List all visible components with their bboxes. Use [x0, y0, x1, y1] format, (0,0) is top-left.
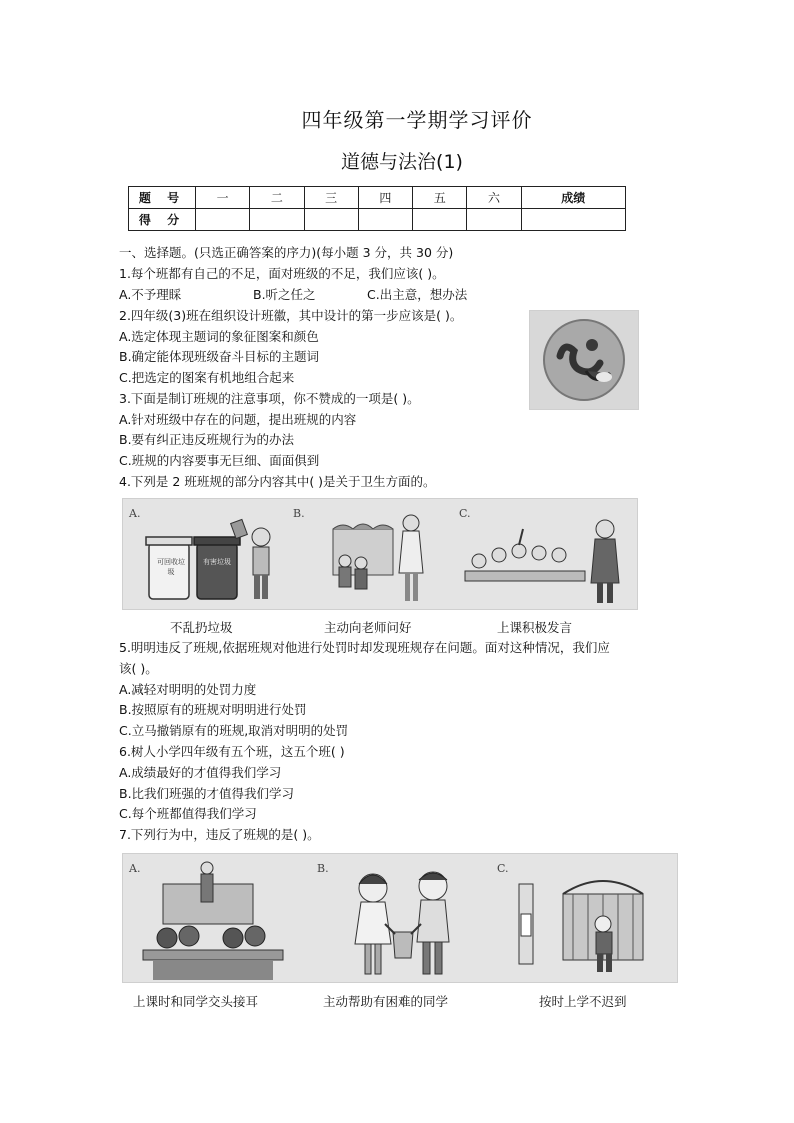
- question-2-stem: 2.四年级(3)班在组织设计班徽，其中设计的第一步应该是( )。: [119, 308, 463, 323]
- score-col-6: 六: [467, 187, 521, 209]
- question-1-option-a: A.不予理睬: [119, 287, 182, 302]
- question-5-option-c: C.立马撤销原有的班规,取消对明明的处罚: [119, 723, 349, 738]
- question-1-option-c: C.出主意，想办法: [367, 287, 468, 302]
- panel-label-c: C.: [497, 862, 509, 875]
- question-4-caption-a: 不乱扔垃圾: [170, 620, 233, 635]
- score-table-row-score: [129, 209, 626, 231]
- score-cell[interactable]: [196, 209, 250, 231]
- score-cell[interactable]: [413, 209, 467, 231]
- question-3-option-a: A.针对班级中存在的问题，提出班规的内容: [119, 412, 357, 427]
- question-3-option-b: B.要有纠正违反班规行为的办法: [119, 432, 295, 447]
- panel-label-a: A.: [129, 862, 141, 875]
- question-4-stem: 4.下列是 2 班班规的部分内容其中( )是关于卫生方面的。: [119, 474, 436, 489]
- score-col-2: 二: [250, 187, 304, 209]
- question-6-option-b: B.比我们班强的才值得我们学习: [119, 786, 295, 801]
- question-7-stem: 7.下列行为中，违反了班规的是( )。: [119, 827, 320, 842]
- score-cell[interactable]: [358, 209, 412, 231]
- question-7-caption-a: 上课时和同学交头接耳: [133, 994, 259, 1009]
- helping-classmate-illustration: [313, 854, 493, 982]
- question-3-stem: 3.下面是制订班规的注意事项，你不赞成的一项是( )。: [119, 391, 420, 406]
- question-6-option-c: C.每个班都值得我们学习: [119, 806, 257, 821]
- score-col-1: 一: [196, 187, 250, 209]
- score-table: [128, 186, 626, 231]
- question-7-figure: [122, 853, 678, 983]
- question-7-caption-c: 按时上学不迟到: [539, 994, 627, 1009]
- panel-label-b: B.: [317, 862, 329, 875]
- class-badge-image: [529, 310, 639, 410]
- panel-label-b: B.: [293, 507, 305, 520]
- question-3-option-c: C.班规的内容要事无巨细、面面俱到: [119, 453, 320, 468]
- on-time-school-illustration: [493, 854, 677, 982]
- question-4-caption-c: 上课积极发言: [497, 620, 573, 635]
- question-2-option-b: B.确定能体现班级奋斗目标的主题词: [119, 349, 320, 364]
- score-table-row-label: 得 分: [129, 209, 196, 231]
- page-subtitle: 道德与法治(1): [341, 151, 463, 173]
- score-table-row-number: [129, 187, 626, 209]
- question-2-option-a: A.选定体现主题词的象征图案和颜色: [119, 329, 319, 344]
- class-badge-icon: [530, 311, 638, 409]
- score-col-4: 四: [358, 187, 412, 209]
- score-col-5: 五: [413, 187, 467, 209]
- question-7-caption-b: 主动帮助有困难的同学: [323, 994, 449, 1009]
- score-cell[interactable]: [467, 209, 521, 231]
- score-col-total: 成绩: [521, 187, 625, 209]
- score-cell[interactable]: [250, 209, 304, 231]
- score-cell[interactable]: [304, 209, 358, 231]
- question-1-stem: 1.每个班都有自己的不足，面对班级的不足，我们应该( )。: [119, 266, 445, 281]
- hazardous-bin-label: 有害垃圾: [203, 558, 231, 566]
- question-5-stem-cont: 该( )。: [119, 661, 158, 676]
- question-5-stem: 5.明明违反了班规,依据班规对他进行处罚时却发现班规存在问题。面对这种情况，我们应: [119, 640, 610, 655]
- score-table-row-label: 题 号: [129, 187, 196, 209]
- question-4-figure: [122, 498, 638, 610]
- question-5-option-b: B.按照原有的班规对明明进行处罚: [119, 702, 307, 717]
- question-6-stem: 6.树人小学四年级有五个班，这五个班( ): [119, 744, 345, 759]
- question-1-option-b: B.听之任之: [253, 287, 316, 302]
- score-col-3: 三: [304, 187, 358, 209]
- question-6-option-a: A.成绩最好的才值得我们学习: [119, 765, 282, 780]
- question-2-option-c: C.把选定的图案有机地组合起来: [119, 370, 295, 385]
- recyclable-bin-label: 可回收垃圾: [157, 558, 185, 576]
- trash-bins-illustration: [123, 499, 293, 609]
- greeting-teacher-illustration: [293, 499, 463, 609]
- whispering-class-illustration: [123, 854, 303, 982]
- question-5-option-a: A.减轻对明明的处罚力度: [119, 682, 257, 697]
- question-4-caption-b: 主动向老师问好: [324, 620, 412, 635]
- classroom-illustration: [459, 499, 637, 609]
- page-title: 四年级第一学期学习评价: [301, 108, 533, 132]
- panel-label-a: A.: [129, 507, 141, 520]
- score-cell[interactable]: [521, 209, 625, 231]
- section-heading: 一、选择题。(只选正确答案的序力)(每小题 3 分，共 30 分): [119, 245, 454, 260]
- panel-label-c: C.: [459, 507, 471, 520]
